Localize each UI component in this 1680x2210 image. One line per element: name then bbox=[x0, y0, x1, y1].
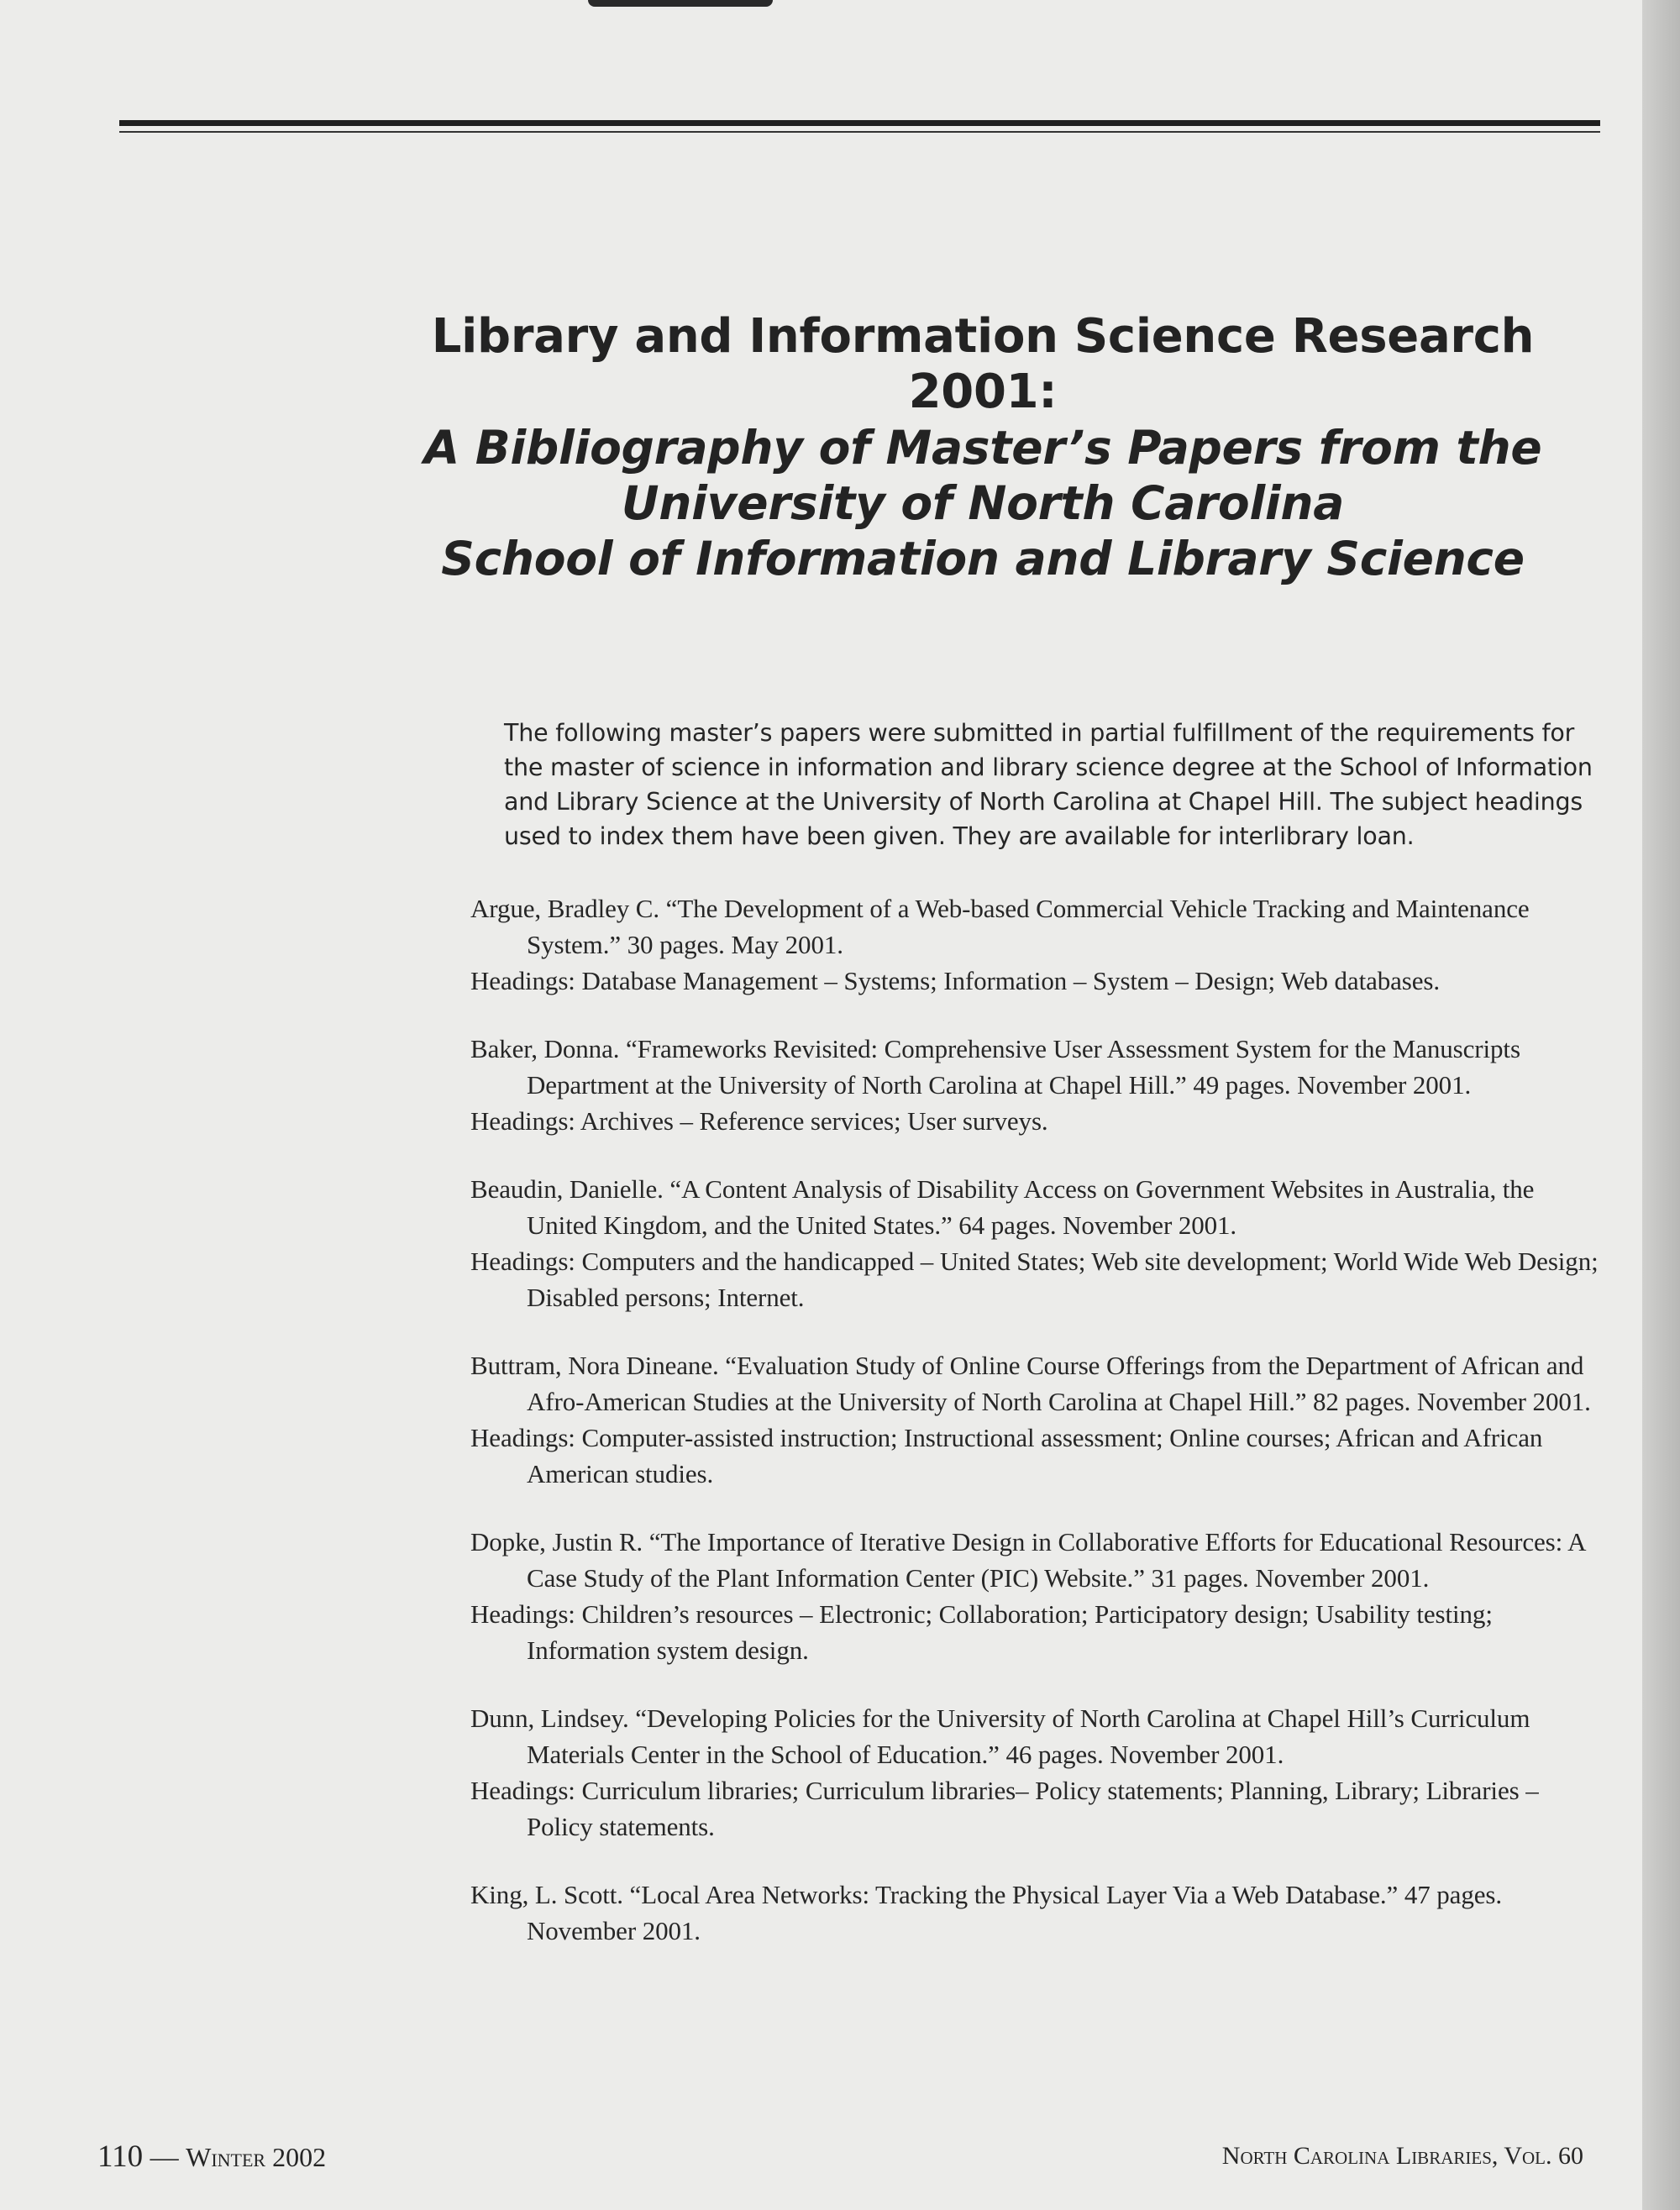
journal-name: North Carolina Libraries, Vol. 60 bbox=[1221, 2142, 1583, 2170]
intro-paragraph: The following master’s papers were submitted in partial fulfillment of the requirements for the master of science in information and library science degree at the School of Information and Library Science at the University of North Carolina at Chapel Hill. The subject headings used to index them have been given. They are available for interlibrary loan. bbox=[504, 719, 1593, 850]
title-line-1: Library and Information Science Research 2001: bbox=[431, 309, 1535, 419]
bibliography-entry bbox=[470, 1877, 1609, 1949]
entry-headings: Headings: Curriculum libraries; Curriculum libraries– Policy statements; Planning, Library; Libraries – Policy statements. bbox=[470, 1776, 1539, 1841]
entry-headings: Headings: Children’s resources – Electronic; Collaboration; Participatory design; Usability testing; Information system design. bbox=[470, 1599, 1493, 1665]
entry-headings: Headings: Computers and the handicapped – United States; Web site development; World Wide Web Design; Disabled persons; Internet. bbox=[470, 1247, 1599, 1312]
article-title bbox=[370, 309, 1680, 586]
bibliography-entry bbox=[470, 1171, 1609, 1315]
entry-headings: Headings: Computer-assisted instruction; Instructional assessment; Online courses; African and African American studies. bbox=[470, 1423, 1543, 1488]
entry-citation: Dopke, Justin R. “The Importance of Iterative Design in Collaborative Efforts for Educational Resources: A Case Study of the Plant Information Center (PIC) Website.” 31 pages. November 2001. bbox=[470, 1527, 1585, 1593]
footer-dash: — bbox=[143, 2142, 186, 2173]
entry-citation: Buttram, Nora Dineane. “Evaluation Study of Online Course Offerings from the Department of African and Afro-American Studies at the University of North Carolina at Chapel Hill.” 82 pages. November 2001. bbox=[470, 1351, 1591, 1416]
header-rule-thin bbox=[119, 131, 1600, 133]
entry-headings: Headings: Archives – Reference services; User surveys. bbox=[470, 1106, 1048, 1136]
issue-season: Winter 2002 bbox=[186, 2142, 327, 2172]
page-number: 110 bbox=[97, 2139, 144, 2174]
bibliography-entry bbox=[470, 1031, 1609, 1139]
footer-page-info bbox=[97, 2139, 326, 2175]
entry-headings: Headings: Database Management – Systems; Information – System – Design; Web databases. bbox=[470, 966, 1441, 995]
title-line-3: University of North Carolina bbox=[621, 476, 1345, 530]
bibliography-entry bbox=[470, 890, 1609, 999]
bibliography-entry bbox=[470, 1347, 1609, 1492]
bibliography-list bbox=[470, 890, 1609, 1981]
title-line-4: School of Information and Library Science bbox=[441, 532, 1525, 585]
entry-citation: Baker, Donna. “Frameworks Revisited: Comprehensive User Assessment System for the Manuscripts Department at the University of North Carolina at Chapel Hill.” 49 pages. November 2001. bbox=[470, 1034, 1520, 1100]
header-rule-thick bbox=[119, 120, 1600, 126]
entry-citation: Dunn, Lindsey. “Developing Policies for the University of North Carolina at Chapel Hill’s Curriculum Materials Center in the School of Education.” 46 pages. November 2001. bbox=[470, 1703, 1530, 1769]
binding-mark bbox=[588, 0, 773, 7]
entry-citation: Argue, Bradley C. “The Development of a Web-based Commercial Vehicle Tracking and Maintenance System.” 30 pages. May 2001. bbox=[470, 894, 1530, 959]
entry-citation: King, L. Scott. “Local Area Networks: Tracking the Physical Layer Via a Web Database.” 47 pages. November 2001. bbox=[470, 1880, 1503, 1945]
title-line-2: A Bibliography of Master’s Papers from the bbox=[423, 421, 1542, 475]
entry-citation: Beaudin, Danielle. “A Content Analysis of Disability Access on Government Websites in Australia, the United Kingdom, and the United States.” 64 pages. November 2001. bbox=[470, 1174, 1535, 1240]
bibliography-entry bbox=[470, 1524, 1609, 1668]
bibliography-entry bbox=[470, 1700, 1609, 1845]
